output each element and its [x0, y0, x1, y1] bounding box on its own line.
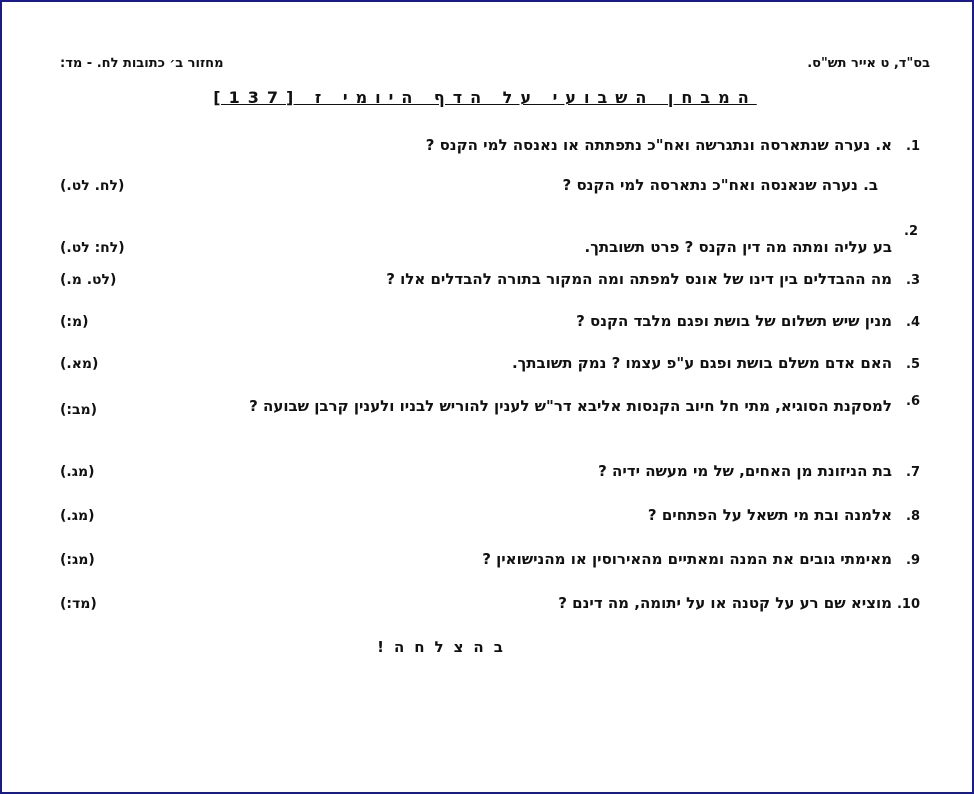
question-10	[60, 594, 920, 612]
page-title: המבחן השבועי על הדף היומי ז [137]	[213, 88, 757, 107]
question-text: אלמנה ובת מי תשאל על הפתחים ?	[647, 506, 892, 524]
question-text: א. נערה שנתארסה ונתגרשה ואח"כ נתפתתה או נאנסה למי הקנס ?	[425, 136, 892, 154]
header-course: מחזור ב׳ כתובות לח. - מד:	[60, 56, 224, 71]
question-1b	[60, 176, 920, 194]
closing-text: בהצלחה!	[377, 638, 513, 656]
question-number: 9.	[906, 553, 920, 568]
question-number: 2.	[904, 224, 918, 239]
question-text: ב. נערה שנאנסה ואח"כ נתארסה למי הקנס ?	[562, 176, 878, 194]
question-number: 7.	[906, 465, 920, 480]
question-text: בע עליה ומתה מה דין הקנס ? פרט תשובתך.	[584, 238, 892, 256]
question-ref: (מג.)	[60, 464, 95, 480]
question-number: 3.	[906, 273, 920, 288]
question-1a	[60, 136, 920, 154]
question-text: מאימתי גובים את המנה ומאתיים מהאירוסין או מהנישואין ?	[482, 550, 892, 568]
question-4	[60, 312, 920, 330]
question-text: בת הניזונת מן האחים, של מי מעשה ידיה ?	[598, 462, 892, 480]
question-number: 10.	[896, 597, 920, 612]
question-8	[60, 506, 920, 524]
question-9	[60, 550, 920, 568]
question-text: מוציא שם רע על קטנה או על יתומה, מה דינם ?	[558, 594, 892, 612]
question-ref: (לח. לט.)	[60, 178, 125, 194]
header-date: בס"ד, ט אייר תש"ס.	[807, 56, 930, 71]
question-ref: (מב:)	[60, 402, 98, 418]
question-5	[60, 354, 920, 372]
question-ref: (לח: לט.)	[60, 240, 125, 256]
header-row	[60, 56, 930, 71]
question-number: 8.	[906, 509, 920, 524]
question-ref: (לט. מ.)	[60, 272, 117, 288]
question-text: האם אדם משלם בושת ופגם ע"פ עצמו ? נמק תשובתך.	[511, 354, 892, 372]
question-ref: (מ:)	[60, 314, 89, 330]
question-2	[60, 238, 920, 256]
question-ref: (מג.)	[60, 508, 95, 524]
question-3	[60, 270, 920, 288]
question-text: למסקנת הסוגיא, מתי חל חיוב הקנסות אליבא דר"ש לענין להוריש לבניו ולענין קרבן שבועה ?	[249, 397, 892, 415]
question-ref: (מד:)	[60, 596, 97, 612]
question-text: מנין שיש תשלום של בושת ופגם מלבד הקנס ?	[576, 312, 892, 330]
question-6	[60, 394, 920, 418]
question-text: מה ההבדלים בין דינו של אונס למפתה ומה המקור בתורה להבדלים אלו ?	[386, 270, 892, 288]
question-number: 4.	[906, 315, 920, 330]
question-ref: (מא.)	[60, 356, 99, 372]
question-number: 1.	[906, 139, 920, 154]
question-number: 5.	[906, 357, 920, 372]
question-7	[60, 462, 920, 480]
question-ref: (מג:)	[60, 552, 95, 568]
question-number: 6.	[906, 394, 920, 409]
